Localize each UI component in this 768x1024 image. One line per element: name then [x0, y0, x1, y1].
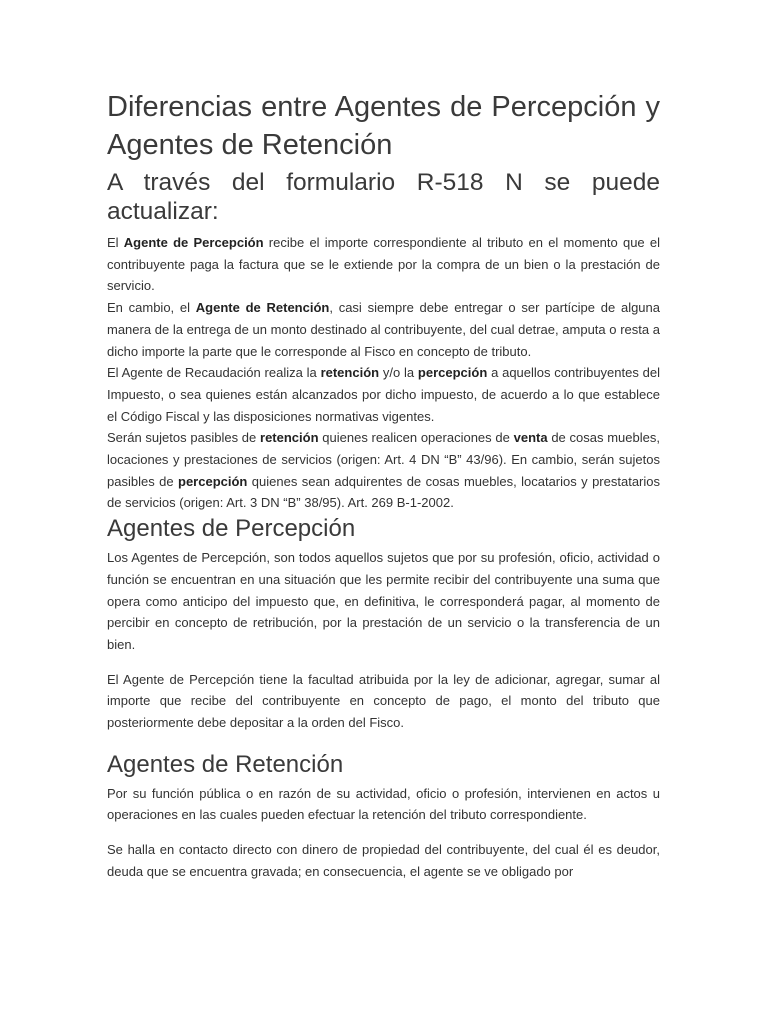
document-title: Diferencias entre Agentes de Percepción y Agentes de Retención: [107, 91, 660, 161]
text-run: , casi siempre debe entregar o ser partícipe de alguna manera de la entrega de un monto destinado al contribuyente, del cual detrae, amputa o resta a dicho importe la parte que le corresponde al Fisco en concepto de tributo.: [107, 300, 660, 359]
intro-paragraph-1: [107, 232, 660, 297]
document-subtitle: A través del formulario R-518 N se puede actualizar:: [107, 169, 660, 225]
text-run: y/o la: [379, 365, 418, 381]
section-heading-retencion: Agentes de Retención: [107, 750, 344, 778]
bold-term: venta: [513, 430, 548, 446]
bold-term: percepción: [178, 473, 248, 489]
bold-term: retención: [320, 365, 380, 381]
percepcion-paragraph-2: El Agente de Percepción tiene la facultad atribuida por la ley de adicionar, agregar, sumar al importe que recibe del contribuyente en concepto de pago, el monto del tributo que posteriormente debe depositar a la orden del Fisco.: [107, 671, 660, 731]
intro-paragraph-4: [107, 427, 660, 514]
text-run: Serán sujetos pasibles de: [107, 430, 261, 446]
bold-term: Agente de Percepción: [123, 235, 264, 250]
text-run: El Agente de Recaudación realiza la: [107, 365, 321, 381]
bold-term: retención: [260, 430, 319, 446]
text-run: El: [107, 235, 124, 250]
retencion-paragraph-1: Por su función pública o en razón de su actividad, oficio o profesión, intervienen en actos u operaciones en las cuales pueden efectuar la retención del tributo correspondiente.: [107, 785, 660, 823]
text-run: quienes sean adquirentes de cosas muebles, locatarios y prestatarios de servicios (origen: Art. 3 DN “B” 38/95). Art. 269 B-1-2002.: [107, 473, 660, 511]
bold-term: percepción: [417, 365, 488, 381]
text-run: recibe el importe correspondiente al tributo en el momento que el contribuyente paga la factura que se le extiende por la compra de un bien o la prestación de servicio.: [107, 235, 660, 294]
text-run: de cosas muebles, locaciones y prestaciones de servicios (origen: Art. 4 DN “B” 43/96). En cambio, serán sujetos pasibles de: [107, 430, 660, 489]
intro-paragraph-2: [107, 297, 660, 362]
document-page: [107, 88, 660, 883]
section-heading-percepcion: Agentes de Percepción: [107, 515, 356, 543]
intro-paragraph-3: [107, 362, 660, 427]
bold-term: Agente de Retención: [195, 300, 330, 316]
text-run: En cambio, el: [107, 300, 196, 316]
text-run: a aquellos contribuyentes del Impuesto, o sea quienes están alcanzados por dicho impuesto, de acuerdo a lo que establece el Código Fiscal y las disposiciones normativas vigentes.: [107, 365, 661, 424]
text-run: quienes realicen operaciones de: [318, 430, 514, 446]
retencion-paragraph-2: Se halla en contacto directo con dinero de propiedad del contribuyente, del cual él es deudor, deuda que se encuentra gravada; en consecuencia, el agente se ve obligado por: [107, 842, 660, 879]
percepcion-paragraph-1: Los Agentes de Percepción, son todos aquellos sujetos que por su profesión, oficio, actividad o función se encuentran en una situación que les permite recibir del contribuyente una suma que opera como anticipo del impuesto que, en definitiva, le corresponderá pagar, al momento de percibir en concepto de retribución, por la prestación de un servicio o la transferencia de un bien.: [107, 550, 660, 652]
